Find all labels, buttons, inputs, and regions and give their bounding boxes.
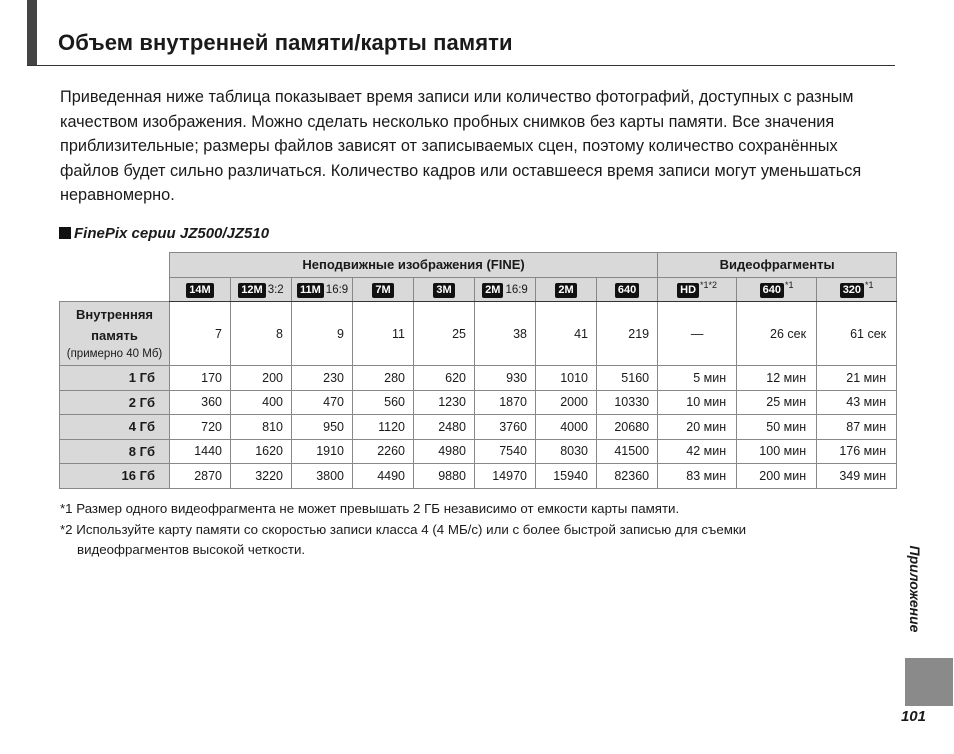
quality-badge-icon: 11M xyxy=(297,283,324,298)
table-cell: 20 мин xyxy=(658,415,737,440)
quality-badge-icon: HD xyxy=(677,283,699,298)
aspect-ratio: 16:9 xyxy=(505,283,528,296)
group-header-row xyxy=(60,253,897,278)
table-cell: 4490 xyxy=(353,464,414,489)
table-cell: 176 мин xyxy=(817,439,897,464)
quality-badge-icon: 7M xyxy=(372,283,393,298)
title-underline xyxy=(27,65,895,66)
footnotes xyxy=(60,499,860,561)
table-cell: 25 xyxy=(414,302,475,366)
video-header: Видеофрагменты xyxy=(658,253,897,278)
table-cell: 3760 xyxy=(475,415,536,440)
table-cell: 42 мин xyxy=(658,439,737,464)
quality-col-7 xyxy=(597,277,658,302)
quality-col-2 xyxy=(292,277,353,302)
quality-badge-icon: 12M xyxy=(238,283,265,298)
quality-header-row xyxy=(60,277,897,302)
table-cell: 9 xyxy=(292,302,353,366)
table-row xyxy=(60,366,897,391)
table-cell: 11 xyxy=(353,302,414,366)
still-images-header: Неподвижные изображения (FINE) xyxy=(170,253,658,278)
table-cell: 4980 xyxy=(414,439,475,464)
quality-badge-icon: 320 xyxy=(840,283,864,298)
table-cell: 200 мин xyxy=(737,464,817,489)
quality-col-0 xyxy=(170,277,231,302)
table-cell: 3220 xyxy=(231,464,292,489)
quality-col-10 xyxy=(817,277,897,302)
table-cell: 349 мин xyxy=(817,464,897,489)
table-cell: 230 xyxy=(292,366,353,391)
table-row xyxy=(60,415,897,440)
quality-col-8 xyxy=(658,277,737,302)
table-cell: 1010 xyxy=(536,366,597,391)
appendix-side-tab: Приложение xyxy=(907,545,923,633)
internal-memory-approx: (примерно 40 Мб) xyxy=(66,348,163,360)
table-cell: 41 xyxy=(536,302,597,366)
table-cell: 200 xyxy=(231,366,292,391)
capacity-table xyxy=(59,252,897,489)
footnote-2: *2 Используйте карту памяти со скоростью записи класса 4 (4 МБ/с) или с более быстрой записью для съемки видеофрагментов высокой четкости. xyxy=(60,521,747,557)
table-cell: 8030 xyxy=(536,439,597,464)
quality-col-3 xyxy=(353,277,414,302)
table-cell: 15940 xyxy=(536,464,597,489)
table-row xyxy=(60,439,897,464)
quality-badge-icon: 640 xyxy=(760,283,784,298)
footnote-marker: *1*2 xyxy=(700,280,718,291)
footnote-1: *1 Размер одного видеофрагмента не может превышать 2 ГБ независимо от емкости карты памяти. xyxy=(60,501,680,516)
quality-badge-icon: 14M xyxy=(186,283,213,298)
table-cell: 50 мин xyxy=(737,415,817,440)
table-cell: 100 мин xyxy=(737,439,817,464)
quality-badge-icon: 2M xyxy=(482,283,503,298)
table-cell: 1230 xyxy=(414,390,475,415)
row-label: 4 Гб xyxy=(60,415,170,440)
table-cell: 3800 xyxy=(292,464,353,489)
table-cell: 25 мин xyxy=(737,390,817,415)
internal-memory-row xyxy=(60,302,897,366)
table-cell: 2870 xyxy=(170,464,231,489)
table-cell: 41500 xyxy=(597,439,658,464)
footnote-marker: *1 xyxy=(785,280,794,291)
table-row xyxy=(60,390,897,415)
table-cell: 1870 xyxy=(475,390,536,415)
table-cell: 2260 xyxy=(353,439,414,464)
quality-col-5 xyxy=(475,277,536,302)
table-cell: 1910 xyxy=(292,439,353,464)
page-number: 101 xyxy=(900,708,926,725)
table-cell: 930 xyxy=(475,366,536,391)
table-cell: — xyxy=(658,302,737,366)
table-cell: 360 xyxy=(170,390,231,415)
table-cell: 10 мин xyxy=(658,390,737,415)
table-cell: 26 сек xyxy=(737,302,817,366)
table-row xyxy=(60,464,897,489)
table-cell: 1620 xyxy=(231,439,292,464)
section-title: FinePix серии JZ500/JZ510 xyxy=(74,225,270,242)
table-cell: 1120 xyxy=(353,415,414,440)
table-cell: 720 xyxy=(170,415,231,440)
appendix-thumb-tab xyxy=(905,658,953,706)
table-cell: 5160 xyxy=(597,366,658,391)
table-cell: 8 xyxy=(231,302,292,366)
table-cell: 470 xyxy=(292,390,353,415)
table-cell: 38 xyxy=(475,302,536,366)
footnote-marker: *1 xyxy=(865,280,874,291)
intro-paragraph: Приведенная ниже таблица показывает время записи или количество фотографий, доступных с разным качеством изображения. Можно сделать несколько пробных снимков без карты памяти. Все значения приблизительные; размеры файлов зависят от записываемых сцен, поэтому количество сохранённых файлов будет сильно различаться. Количество кадров или оставшееся время записи могут уменьшаться неравномерно. xyxy=(60,88,862,205)
row-label: 1 Гб xyxy=(60,366,170,391)
table-cell: 21 мин xyxy=(817,366,897,391)
table-cell: 2480 xyxy=(414,415,475,440)
table-cell: 810 xyxy=(231,415,292,440)
quality-col-9 xyxy=(737,277,817,302)
row-label: 2 Гб xyxy=(60,390,170,415)
table-cell: 12 мин xyxy=(737,366,817,391)
table-cell: 950 xyxy=(292,415,353,440)
table-cell: 2000 xyxy=(536,390,597,415)
aspect-ratio: 3:2 xyxy=(267,283,284,296)
square-bullet-icon xyxy=(59,227,71,239)
section-heading xyxy=(59,225,269,242)
table-cell: 61 сек xyxy=(817,302,897,366)
table-cell: 43 мин xyxy=(817,390,897,415)
row-label: 16 Гб xyxy=(60,464,170,489)
quality-col-4 xyxy=(414,277,475,302)
table-cell: 87 мин xyxy=(817,415,897,440)
row-label: 8 Гб xyxy=(60,439,170,464)
table-cell: 219 xyxy=(597,302,658,366)
page-title: Объем внутренней памяти/карты памяти xyxy=(58,30,513,55)
table-cell: 5 мин xyxy=(658,366,737,391)
quality-badge-icon: 2M xyxy=(555,283,576,298)
table-cell: 7 xyxy=(170,302,231,366)
quality-col-6 xyxy=(536,277,597,302)
table-cell: 170 xyxy=(170,366,231,391)
table-cell: 280 xyxy=(353,366,414,391)
table-cell: 620 xyxy=(414,366,475,391)
table-cell: 4000 xyxy=(536,415,597,440)
table-cell: 560 xyxy=(353,390,414,415)
table-cell: 10330 xyxy=(597,390,658,415)
table-cell: 82360 xyxy=(597,464,658,489)
table-cell: 20680 xyxy=(597,415,658,440)
internal-memory-label: Внутренняя память (примерно 40 Мб) xyxy=(60,302,170,366)
table-cell: 400 xyxy=(231,390,292,415)
title-accent-bar xyxy=(27,0,37,66)
table-cell: 7540 xyxy=(475,439,536,464)
table-cell: 14970 xyxy=(475,464,536,489)
table-cell: 83 мин xyxy=(658,464,737,489)
table-cell: 1440 xyxy=(170,439,231,464)
quality-badge-icon: 3M xyxy=(433,283,454,298)
aspect-ratio: 16:9 xyxy=(325,283,349,296)
quality-col-1 xyxy=(231,277,292,302)
quality-badge-icon: 640 xyxy=(615,283,639,298)
table-cell: 9880 xyxy=(414,464,475,489)
